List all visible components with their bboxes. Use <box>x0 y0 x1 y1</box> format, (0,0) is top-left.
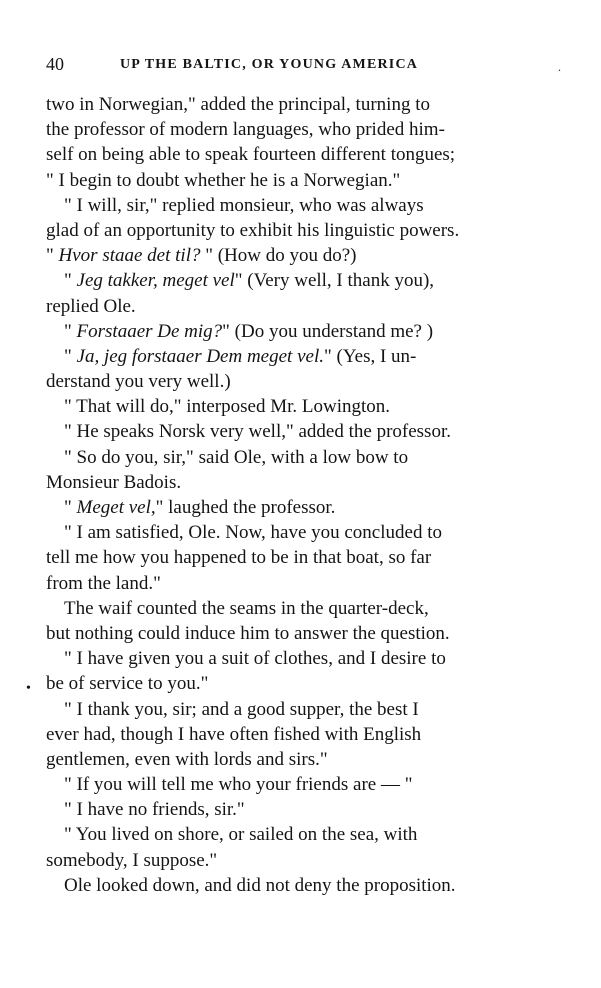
margin-mark: • <box>26 681 31 696</box>
text-line <box>46 722 554 747</box>
text-segment: self on being able to speak fourteen different tongues; <box>46 144 456 166</box>
text-line <box>46 873 554 898</box>
text-line <box>46 520 554 545</box>
italic-phrase: Forstaaer De mig? <box>76 320 223 342</box>
text-line <box>46 470 554 495</box>
text-line <box>46 394 554 419</box>
text-segment: " <box>64 270 77 292</box>
text-segment: tell me how you happened to be in that boat, so far <box>46 547 432 569</box>
text-segment: but nothing could induce him to answer the question. <box>46 622 450 644</box>
text-line <box>46 168 554 193</box>
text-segment: " I thank you, sir; and a good supper, the best I <box>64 698 419 720</box>
page-header <box>46 52 563 76</box>
text-segment: " I have given you a suit of clothes, and I desire to <box>64 648 446 670</box>
text-line <box>46 571 554 596</box>
text-segment: " <box>64 497 77 518</box>
text-segment: " <box>46 245 59 267</box>
text-segment: the professor of modern languages, who prided him- <box>46 119 445 141</box>
text-segment: " (How do you do?) <box>200 245 357 267</box>
italic-phrase: Jeg takker, meget vel <box>76 270 235 292</box>
text-segment: be of service to you." <box>46 673 209 695</box>
text-segment: Monsieur Badois. <box>46 471 182 493</box>
italic-phrase: Hvor staae det til? <box>58 245 201 267</box>
text-segment: somebody, I suppose." <box>46 849 218 871</box>
text-line <box>46 772 554 797</box>
text-line <box>46 419 554 444</box>
text-line <box>46 697 554 722</box>
text-line <box>46 621 554 646</box>
text-segment: " I will, sir," replied monsieur, who was always <box>64 194 424 216</box>
text-segment: " I have no friends, sir." <box>64 799 245 821</box>
text-segment: " You lived on shore, or sailed on the sea, with <box>64 824 418 846</box>
text-segment: The waif counted the seams in the quarter-deck, <box>64 597 429 619</box>
text-line <box>46 545 554 570</box>
text-segment: " (Do you understand me? ) <box>222 320 434 342</box>
text-line <box>46 797 554 822</box>
text-line <box>46 294 554 319</box>
text-line <box>46 92 554 117</box>
text-segment: two in Norwegian," added the principal, turning to <box>46 94 430 115</box>
text-segment: ever had, though I have often fished with English <box>46 723 422 745</box>
text-line <box>46 848 554 873</box>
text-segment: " If you will tell me who your friends are — " <box>64 774 413 796</box>
text-line <box>46 142 554 167</box>
text-line <box>46 193 554 218</box>
italic-phrase: Meget vel, <box>76 497 156 518</box>
page-number: 40 <box>46 54 64 74</box>
text-segment: " I begin to doubt whether he is a Norwegian." <box>46 169 401 191</box>
text-line <box>46 822 554 847</box>
text-line <box>46 646 554 671</box>
text-segment: gentlemen, even with lords and sirs." <box>46 748 328 770</box>
text-segment: " That will do," interposed Mr. Lowington. <box>64 396 390 418</box>
text-line <box>46 495 554 520</box>
text-line <box>46 445 554 470</box>
text-line <box>46 369 554 394</box>
text-line <box>46 596 554 621</box>
italic-phrase: Ja, jeg forstaaer Dem meget vel. <box>76 345 324 367</box>
text-segment: " (Yes, I un- <box>323 345 417 367</box>
text-segment: " So do you, sir," said Ole, with a low bow to <box>64 446 409 468</box>
text-segment: " He speaks Norsk very well," added the professor. <box>64 421 451 443</box>
text-line <box>46 268 554 293</box>
text-segment: Ole looked down, and did not deny the proposition. <box>64 874 456 896</box>
body-text <box>46 92 554 898</box>
text-line <box>46 243 554 268</box>
text-segment: " <box>64 345 77 367</box>
corner-mark: . <box>558 60 563 74</box>
text-segment: " (Very well, I thank you), <box>234 270 435 292</box>
running-title: UP THE BALTIC, OR YOUNG AMERICA <box>120 57 419 72</box>
text-line <box>46 671 554 696</box>
text-segment: replied Ole. <box>46 295 136 317</box>
text-line <box>46 344 554 369</box>
text-line <box>46 117 554 142</box>
text-segment: glad of an opportunity to exhibit his linguistic powers. <box>46 219 460 241</box>
text-segment: " laughed the professor. <box>155 497 336 518</box>
text-segment: " <box>64 320 77 342</box>
text-line <box>46 218 554 243</box>
text-segment: " I am satisfied, Ole. Now, have you concluded to <box>64 522 442 544</box>
text-line <box>46 319 554 344</box>
text-segment: derstand you very well.) <box>46 371 231 393</box>
text-segment: from the land." <box>46 572 161 594</box>
text-line <box>46 747 554 772</box>
